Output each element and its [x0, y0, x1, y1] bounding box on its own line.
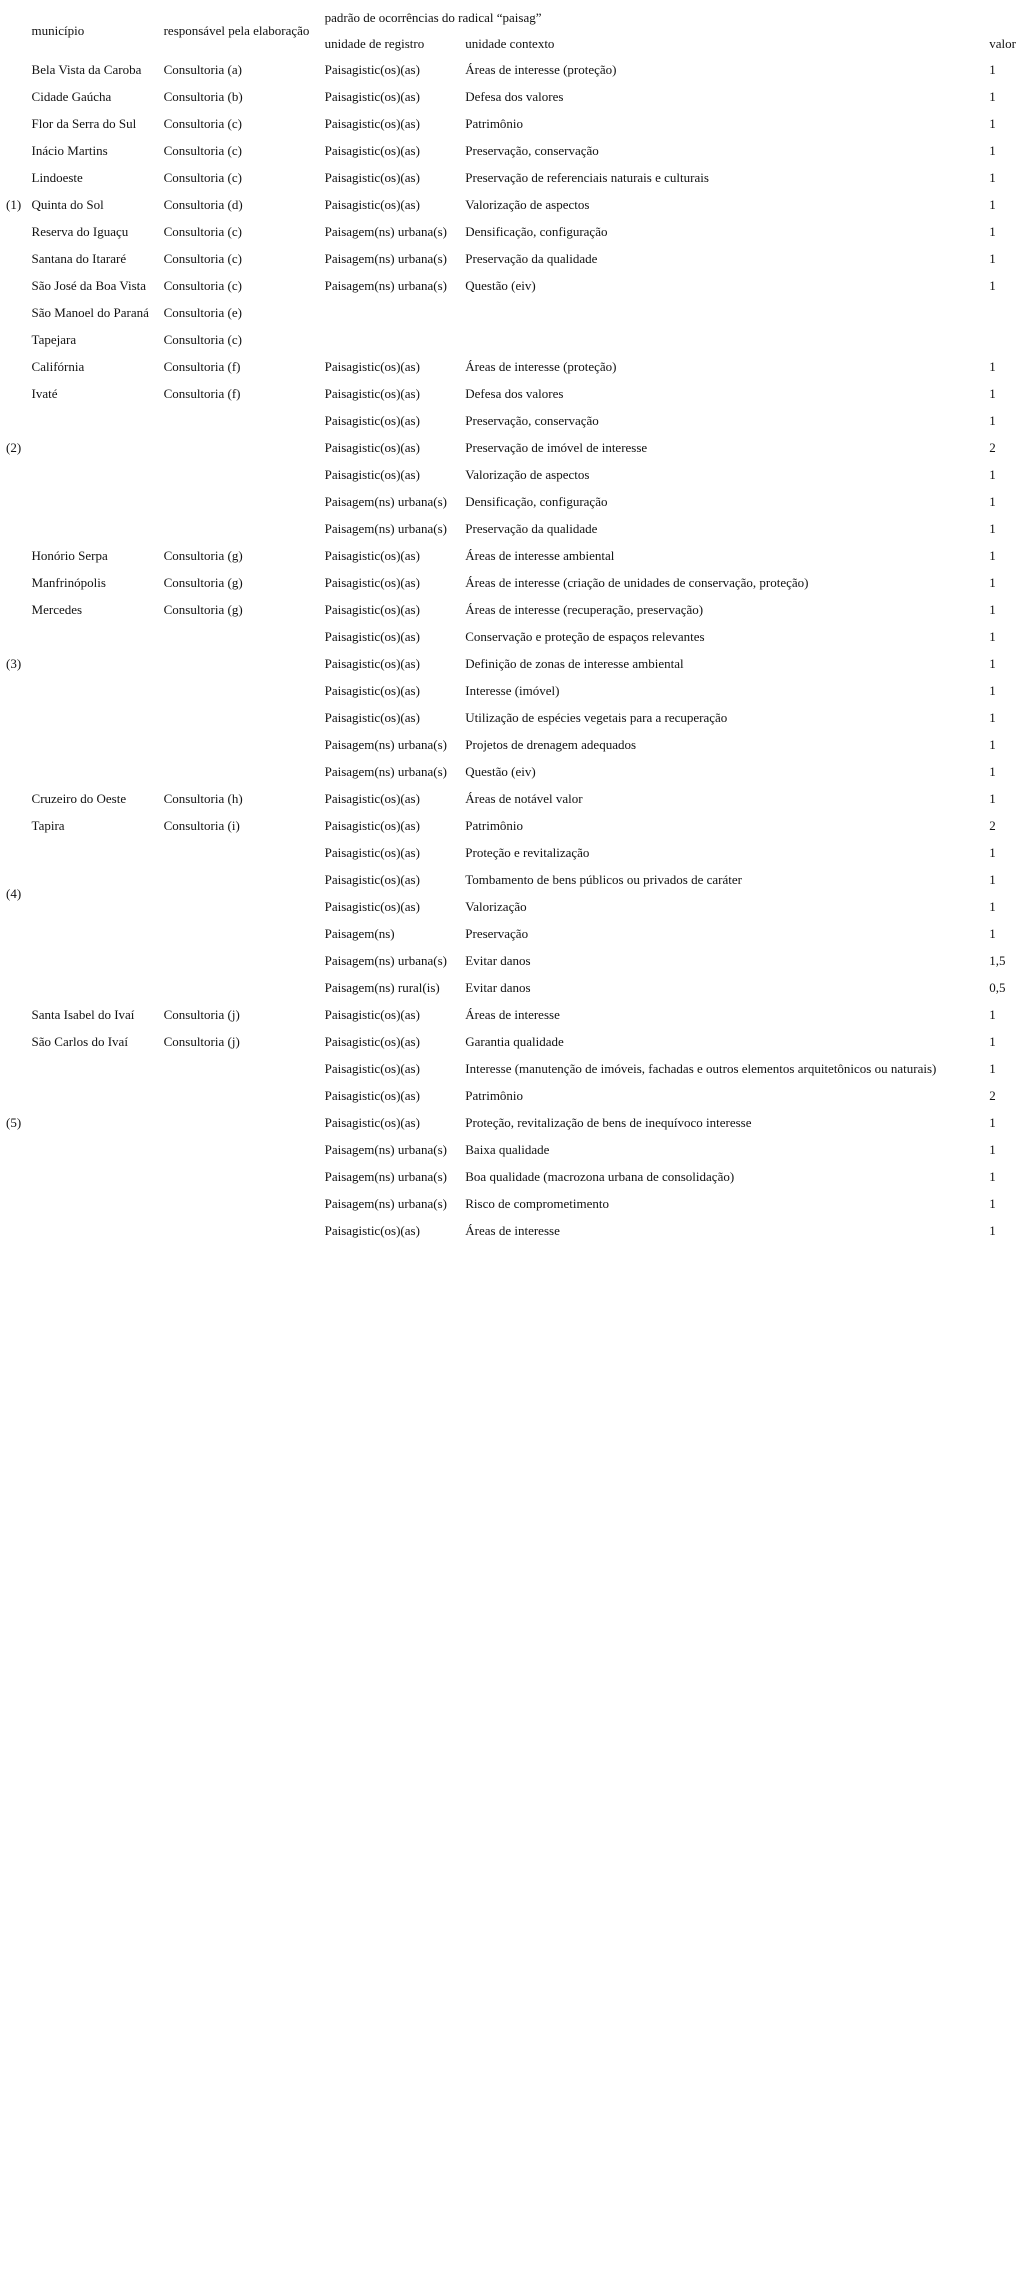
valor-cell: 1 [989, 548, 996, 563]
unidade-registro-cell: Paisagistic(os)(as) [324, 791, 420, 806]
responsavel-cell [161, 461, 322, 488]
valor-cell: 1 [989, 575, 996, 590]
responsavel-cell [161, 893, 322, 920]
municipio-cell [29, 1055, 161, 1082]
header-municipio: município [31, 22, 85, 38]
unidade-registro-cell: Paisagem(ns) urbana(s) [324, 764, 447, 779]
unidade-contexto-cell: Patrimônio [465, 1088, 524, 1103]
table-row [4, 1163, 1031, 1190]
unidade-registro-cell: Paisagem(ns) [324, 926, 395, 941]
table-row [4, 56, 1031, 83]
municipio-cell: Califórnia [31, 359, 85, 374]
responsavel-cell: Consultoria (g) [163, 575, 243, 590]
responsavel-cell: Consultoria (d) [163, 197, 243, 212]
table-row [4, 623, 1031, 650]
table-row [4, 947, 1031, 974]
table-row [4, 1055, 1031, 1082]
group-label: (4) [6, 885, 22, 901]
unidade-contexto-cell: Preservação de referenciais naturais e culturais [465, 170, 709, 185]
unidade-registro-cell: Paisagistic(os)(as) [324, 683, 420, 698]
unidade-contexto-cell: Definição de zonas de interesse ambiental [465, 656, 684, 671]
municipio-cell [29, 488, 161, 515]
unidade-registro-cell: Paisagem(ns) urbana(s) [324, 1169, 447, 1184]
unidade-contexto-cell: Preservação [465, 926, 529, 941]
table-row [4, 434, 1031, 461]
unidade-contexto-cell: Questão (eiv) [465, 764, 536, 779]
table-row [4, 1001, 1031, 1028]
municipio-cell [29, 434, 161, 461]
municipio-cell: Mercedes [31, 602, 83, 617]
valor-cell: 1 [989, 1169, 996, 1184]
table-row [4, 380, 1031, 407]
valor-cell: 1 [989, 683, 996, 698]
municipio-cell: São Manoel do Paraná [31, 305, 149, 320]
responsavel-cell [161, 1217, 322, 1244]
unidade-registro-cell: Paisagistic(os)(as) [324, 629, 420, 644]
unidade-registro-cell: Paisagistic(os)(as) [324, 710, 420, 725]
unidade-contexto-cell: Valorização de aspectos [465, 197, 590, 212]
unidade-contexto-cell: Questão (eiv) [465, 278, 536, 293]
municipio-cell: Lindoeste [31, 170, 83, 185]
valor-cell: 1 [989, 926, 996, 941]
table-row [4, 1028, 1031, 1055]
table-row [4, 461, 1031, 488]
unidade-contexto-cell: Áreas de interesse (recuperação, preservação) [465, 602, 704, 617]
table-row [4, 812, 1031, 839]
table-row [4, 1136, 1031, 1163]
table-row [4, 83, 1031, 110]
municipio-cell [29, 515, 161, 542]
valor-cell: 1 [989, 845, 996, 860]
valor-cell: 1 [989, 386, 996, 401]
valor-cell: 1 [989, 1007, 996, 1022]
valor-cell: 1 [989, 602, 996, 617]
municipio-cell: Bela Vista da Caroba [31, 62, 142, 77]
unidade-registro-cell: Paisagistic(os)(as) [324, 143, 420, 158]
municipio-cell [29, 758, 161, 785]
unidade-registro-cell: Paisagem(ns) urbana(s) [324, 737, 447, 752]
valor-cell: 1 [989, 764, 996, 779]
unidade-registro-cell: Paisagem(ns) urbana(s) [324, 224, 447, 239]
table-row [4, 164, 1031, 191]
unidade-contexto-cell: Conservação e proteção de espaços relevantes [465, 629, 705, 644]
unidade-registro-cell: Paisagem(ns) urbana(s) [324, 251, 447, 266]
municipio-cell: Honório Serpa [31, 548, 108, 563]
municipio-cell [29, 839, 161, 866]
table-row [4, 515, 1031, 542]
responsavel-cell [161, 839, 322, 866]
unidade-contexto-cell: Evitar danos [465, 953, 531, 968]
responsavel-cell [161, 488, 322, 515]
unidade-contexto-cell: Evitar danos [465, 980, 531, 995]
unidade-registro-cell: Paisagistic(os)(as) [324, 89, 420, 104]
municipio-cell: Inácio Martins [31, 143, 108, 158]
unidade-registro-cell: Paisagistic(os)(as) [324, 872, 420, 887]
municipio-cell [29, 1217, 161, 1244]
municipio-cell [29, 947, 161, 974]
responsavel-cell: Consultoria (i) [163, 818, 240, 833]
unidade-registro-cell: Paisagistic(os)(as) [324, 467, 420, 482]
responsavel-cell: Consultoria (j) [163, 1007, 240, 1022]
valor-cell: 1 [989, 251, 996, 266]
valor-cell: 1 [989, 62, 996, 77]
unidade-contexto-cell: Patrimônio [465, 116, 524, 131]
valor-cell: 1 [989, 899, 996, 914]
responsavel-cell [161, 920, 322, 947]
valor-cell: 1 [989, 494, 996, 509]
table-row [4, 839, 1031, 866]
unidade-registro-cell: Paisagem(ns) urbana(s) [324, 1142, 447, 1157]
table-row [4, 1217, 1031, 1244]
table-row [4, 758, 1031, 785]
header-responsavel: responsável pela elaboração [163, 22, 310, 38]
municipio-cell [29, 731, 161, 758]
unidade-registro-cell: Paisagistic(os)(as) [324, 413, 420, 428]
unidade-contexto-cell: Garantia qualidade [465, 1034, 564, 1049]
table-row [4, 542, 1031, 569]
responsavel-cell [161, 407, 322, 434]
municipio-cell: Cidade Gaúcha [31, 89, 112, 104]
valor-cell: 1 [989, 278, 996, 293]
municipio-cell [29, 1163, 161, 1190]
unidade-registro-cell: Paisagistic(os)(as) [324, 197, 420, 212]
unidade-contexto-cell: Defesa dos valores [465, 89, 564, 104]
responsavel-cell: Consultoria (b) [163, 89, 243, 104]
unidade-contexto-cell: Tombamento de bens públicos ou privados de caráter [465, 872, 742, 887]
unidade-contexto-cell [462, 326, 986, 353]
municipio-cell [29, 1190, 161, 1217]
responsavel-cell: Consultoria (g) [163, 548, 243, 563]
valor-cell: 0,5 [989, 980, 1006, 995]
table-row [4, 353, 1031, 380]
table-row [4, 1190, 1031, 1217]
header-group-cell [4, 4, 29, 56]
municipio-cell: Quinta do Sol [31, 197, 104, 212]
unidade-registro-cell: Paisagistic(os)(as) [324, 359, 420, 374]
municipio-cell [29, 974, 161, 1001]
municipio-cell [29, 920, 161, 947]
municipio-cell [29, 650, 161, 677]
municipio-cell: Ivaté [31, 386, 58, 401]
table-row [4, 596, 1031, 623]
valor-cell: 1 [989, 1061, 996, 1076]
unidade-registro-cell: Paisagistic(os)(as) [324, 1007, 420, 1022]
municipio-cell [29, 461, 161, 488]
responsavel-cell [161, 434, 322, 461]
table-row [4, 650, 1031, 677]
unidade-registro-cell: Paisagistic(os)(as) [324, 1034, 420, 1049]
valor-cell: 1 [989, 116, 996, 131]
responsavel-cell [161, 1109, 322, 1136]
municipio-cell [29, 866, 161, 893]
table-row [4, 704, 1031, 731]
valor-cell: 1 [989, 1115, 996, 1130]
unidade-registro-cell: Paisagistic(os)(as) [324, 170, 420, 185]
table-row [4, 110, 1031, 137]
municipio-cell: São José da Boa Vista [31, 278, 147, 293]
table-row [4, 407, 1031, 434]
municipio-cell: Cruzeiro do Oeste [31, 791, 127, 806]
unidade-contexto-cell: Áreas de interesse (proteção) [465, 62, 617, 77]
header-unidade-contexto: unidade contexto [465, 36, 555, 51]
table-row [4, 191, 1031, 218]
unidade-contexto-cell: Preservação da qualidade [465, 521, 598, 536]
table-row [4, 272, 1031, 299]
valor-cell: 2 [989, 818, 996, 833]
table-header [4, 4, 1031, 56]
unidade-contexto-cell: Valorização de aspectos [465, 467, 590, 482]
unidade-registro-cell: Paisagistic(os)(as) [324, 575, 420, 590]
responsavel-cell [161, 1136, 322, 1163]
responsavel-cell [161, 1163, 322, 1190]
unidade-registro-cell: Paisagem(ns) urbana(s) [324, 278, 447, 293]
unidade-contexto-cell: Áreas de interesse (criação de unidades de conservação, proteção) [465, 575, 809, 590]
table-row [4, 1082, 1031, 1109]
valor-cell: 1 [989, 710, 996, 725]
unidade-registro-cell: Paisagem(ns) urbana(s) [324, 953, 447, 968]
unidade-contexto-cell: Proteção e revitalização [465, 845, 590, 860]
responsavel-cell: Consultoria (c) [163, 170, 242, 185]
responsavel-cell: Consultoria (c) [163, 251, 242, 266]
responsavel-cell: Consultoria (a) [163, 62, 242, 77]
header-unidade-registro: unidade de registro [324, 36, 425, 51]
header-valor: valor [989, 36, 1016, 51]
municipio-cell: Santana do Itararé [31, 251, 127, 266]
responsavel-cell: Consultoria (c) [163, 278, 242, 293]
unidade-registro-cell: Paisagistic(os)(as) [324, 62, 420, 77]
municipio-cell: Santa Isabel do Ivaí [31, 1007, 135, 1022]
responsavel-cell [161, 704, 322, 731]
unidade-registro-cell: Paisagistic(os)(as) [324, 116, 420, 131]
table-row [4, 137, 1031, 164]
table-row [4, 893, 1031, 920]
responsavel-cell: Consultoria (c) [163, 143, 242, 158]
unidade-registro-cell: Paisagistic(os)(as) [324, 656, 420, 671]
valor-cell: 1 [989, 467, 996, 482]
valor-cell: 1,5 [989, 953, 1006, 968]
unidade-contexto-cell: Baixa qualidade [465, 1142, 550, 1157]
responsavel-cell: Consultoria (c) [163, 116, 242, 131]
municipio-cell: Reserva do Iguaçu [31, 224, 129, 239]
responsavel-cell: Consultoria (j) [163, 1034, 240, 1049]
valor-cell: 1 [989, 872, 996, 887]
valor-cell: 1 [989, 1142, 996, 1157]
table-row [4, 326, 1031, 353]
responsavel-cell: Consultoria (f) [163, 359, 241, 374]
table-row [4, 1109, 1031, 1136]
unidade-registro-cell: Paisagistic(os)(as) [324, 602, 420, 617]
unidade-contexto-cell: Áreas de interesse ambiental [465, 548, 615, 563]
valor-cell: 2 [989, 440, 996, 455]
valor-cell: 1 [989, 791, 996, 806]
table-row [4, 299, 1031, 326]
municipio-cell: Manfrinópolis [31, 575, 106, 590]
valor-cell: 1 [989, 521, 996, 536]
table-row [4, 785, 1031, 812]
responsavel-cell [161, 515, 322, 542]
responsavel-cell [161, 947, 322, 974]
unidade-contexto-cell: Densificação, configuração [465, 224, 608, 239]
unidade-contexto-cell: Interesse (imóvel) [465, 683, 560, 698]
unidade-contexto-cell [462, 299, 986, 326]
unidade-registro-cell: Paisagistic(os)(as) [324, 818, 420, 833]
responsavel-cell [161, 731, 322, 758]
unidade-contexto-cell: Projetos de drenagem adequados [465, 737, 637, 752]
unidade-registro-cell: Paisagistic(os)(as) [324, 1115, 420, 1130]
unidade-registro-cell: Paisagistic(os)(as) [324, 548, 420, 563]
valor-cell: 1 [989, 359, 996, 374]
unidade-registro-cell: Paisagem(ns) rural(is) [324, 980, 440, 995]
municipio-cell [29, 704, 161, 731]
table-row [4, 569, 1031, 596]
responsavel-cell: Consultoria (e) [163, 305, 242, 320]
valor-cell: 1 [989, 1034, 996, 1049]
unidade-registro-cell: Paisagistic(os)(as) [324, 1088, 420, 1103]
valor-cell: 1 [989, 143, 996, 158]
unidade-contexto-cell: Defesa dos valores [465, 386, 564, 401]
unidade-registro-cell [322, 326, 463, 353]
header-padrao: padrão de ocorrências do radical “paisag” [324, 10, 542, 25]
unidade-contexto-cell: Interesse (manutenção de imóveis, fachadas e outros elementos arquitetônicos ou naturais) [465, 1061, 937, 1076]
unidade-contexto-cell: Preservação de imóvel de interesse [465, 440, 648, 455]
table-body [4, 56, 1031, 1244]
municipio-cell: Tapejara [31, 332, 77, 347]
valor-cell: 1 [989, 1196, 996, 1211]
group-label: (5) [6, 1115, 22, 1130]
municipio-cell [29, 1136, 161, 1163]
valor-cell: 1 [989, 629, 996, 644]
unidade-contexto-cell: Preservação da qualidade [465, 251, 598, 266]
unidade-contexto-cell: Densificação, configuração [465, 494, 608, 509]
valor-cell: 1 [989, 170, 996, 185]
unidade-contexto-cell: Preservação, conservação [465, 143, 599, 158]
table-row [4, 731, 1031, 758]
table-row [4, 245, 1031, 272]
unidade-contexto-cell: Boa qualidade (macrozona urbana de consolidação) [465, 1169, 735, 1184]
responsavel-cell [161, 1082, 322, 1109]
unidade-contexto-cell: Patrimônio [465, 818, 524, 833]
table-row [4, 677, 1031, 704]
valor-cell: 1 [989, 1223, 996, 1238]
responsavel-cell: Consultoria (h) [163, 791, 243, 806]
unidade-registro-cell: Paisagistic(os)(as) [324, 440, 420, 455]
unidade-contexto-cell: Áreas de interesse (proteção) [465, 359, 617, 374]
unidade-contexto-cell: Risco de comprometimento [465, 1196, 609, 1211]
unidade-registro-cell [322, 299, 463, 326]
municipio-cell [29, 1109, 161, 1136]
unidade-contexto-cell: Preservação, conservação [465, 413, 599, 428]
table-row [4, 920, 1031, 947]
valor-cell: 1 [989, 413, 996, 428]
responsavel-cell: Consultoria (c) [163, 332, 242, 347]
valor-cell: 1 [989, 656, 996, 671]
responsavel-cell: Consultoria (g) [163, 602, 243, 617]
responsavel-cell: Consultoria (c) [163, 224, 242, 239]
unidade-registro-cell: Paisagistic(os)(as) [324, 845, 420, 860]
valor-cell: 1 [989, 89, 996, 104]
unidade-registro-cell: Paisagistic(os)(as) [324, 386, 420, 401]
header-row-top [4, 4, 1031, 31]
municipio-cell [29, 1082, 161, 1109]
unidade-contexto-cell: Valorização [465, 899, 527, 914]
responsavel-cell [161, 974, 322, 1001]
occurrence-table [4, 4, 1031, 1244]
valor-cell [986, 326, 1031, 353]
responsavel-cell: Consultoria (f) [163, 386, 241, 401]
valor-cell: 2 [989, 1088, 996, 1103]
municipio-cell [29, 677, 161, 704]
unidade-contexto-cell: Áreas de interesse [465, 1007, 560, 1022]
municipio-cell: Tapira [31, 818, 65, 833]
municipio-cell: São Carlos do Ivaí [31, 1034, 128, 1049]
unidade-registro-cell: Paisagem(ns) urbana(s) [324, 1196, 447, 1211]
valor-cell: 1 [989, 224, 996, 239]
municipio-cell [29, 893, 161, 920]
valor-cell [986, 299, 1031, 326]
unidade-registro-cell: Paisagem(ns) urbana(s) [324, 521, 447, 536]
table-row [4, 866, 1031, 893]
unidade-contexto-cell: Proteção, revitalização de bens de inequívoco interesse [465, 1115, 752, 1130]
unidade-registro-cell: Paisagistic(os)(as) [324, 1061, 420, 1076]
group-label: (1) [6, 197, 22, 212]
municipio-cell [29, 623, 161, 650]
responsavel-cell [161, 650, 322, 677]
responsavel-cell [161, 677, 322, 704]
valor-cell: 1 [989, 197, 996, 212]
responsavel-cell [161, 758, 322, 785]
responsavel-cell [161, 1055, 322, 1082]
municipio-cell [29, 407, 161, 434]
unidade-registro-cell: Paisagistic(os)(as) [324, 899, 420, 914]
unidade-contexto-cell: Áreas de notável valor [465, 791, 583, 806]
table-row [4, 974, 1031, 1001]
table-row [4, 488, 1031, 515]
group-label: (2) [6, 440, 22, 455]
unidade-registro-cell: Paisagistic(os)(as) [324, 1223, 420, 1238]
group-label: (3) [6, 656, 22, 671]
responsavel-cell [161, 866, 322, 893]
unidade-contexto-cell: Utilização de espécies vegetais para a recuperação [465, 710, 728, 725]
table-row [4, 218, 1031, 245]
unidade-registro-cell: Paisagem(ns) urbana(s) [324, 494, 447, 509]
responsavel-cell [161, 1190, 322, 1217]
unidade-contexto-cell: Áreas de interesse [465, 1223, 560, 1238]
valor-cell: 1 [989, 737, 996, 752]
municipio-cell: Flor da Serra do Sul [31, 116, 137, 131]
responsavel-cell [161, 623, 322, 650]
